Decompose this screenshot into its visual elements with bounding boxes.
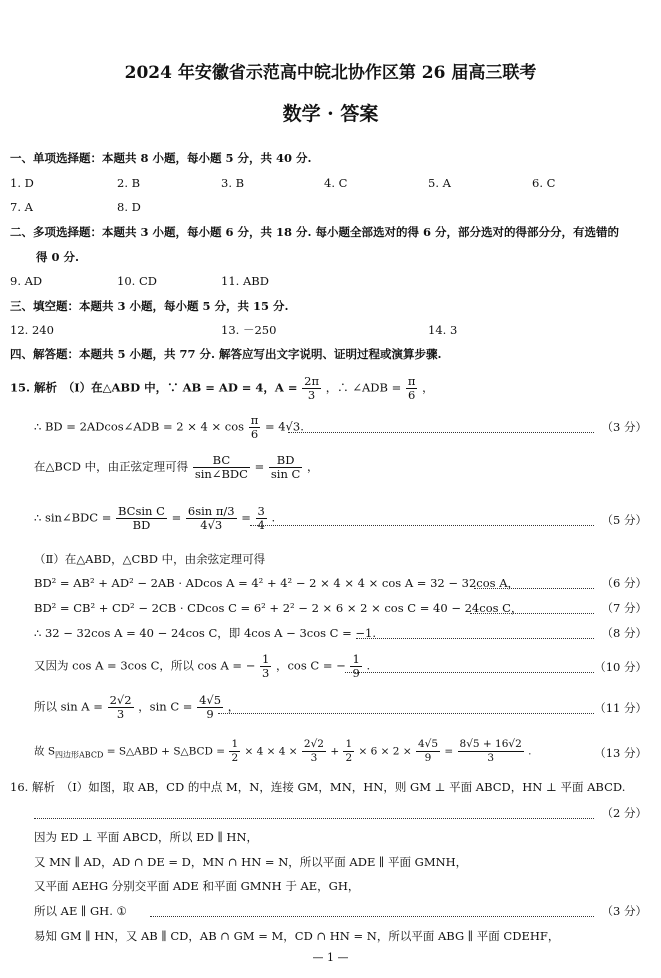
q15-line4: ∴ sin∠BDC = $\frac{\text{BCsin C}}{BD}$ = $\frac{\text{6sin π/3}}{4√3}$ = $\frac{3}{4}$ . [34, 504, 276, 532]
leader-dots [34, 818, 594, 819]
section1-heading: 一、单项选择题：本题共 8 小题，每小题 5 分，共 40 分. [10, 151, 312, 165]
fraction: $\frac{2√2}{3}$ [303, 738, 324, 764]
leader-dots [288, 432, 594, 433]
answer-11: 11. ABD [221, 274, 269, 288]
answer-7: 7. A [10, 200, 33, 214]
section2-heading: 二、多项选择题：本题共 3 小题，每小题 6 分，共 18 分. 每小题全部选对的得 6 分，部分选对的得部分分，有选错的 [10, 225, 620, 239]
score-label: （6 分） [601, 576, 647, 590]
section4-heading: 四、解答题：本题共 5 小题，共 77 分. 解答应写出文字说明、证明过程或演算步骤. [10, 347, 442, 361]
score-label: （7 分） [601, 601, 647, 615]
q15-line9: 又因为 cos A = 3cos C，所以 cos A = − $\frac{1}{3}$ ，cos C = − $\frac{1}{9}$ . [34, 652, 371, 680]
fraction: $\frac{1}{9}$ [352, 652, 360, 680]
q15-line8: ∴ 32 − 32cos A = 40 − 24cos C，即 4cos A − 3cos C = −1. [34, 626, 377, 640]
fraction: $\frac{2\pi}{3}$ [304, 374, 320, 402]
q15-line10: 所以 sin A = $\frac{2√2}{3}$ ，sin C = $\frac{4√5}{9}$ ， [34, 693, 240, 721]
fraction: $\frac{1}{3}$ [262, 652, 270, 680]
section3-heading: 三、填空题：本题共 3 小题，每小题 5 分，共 15 分. [10, 299, 289, 313]
q15-line2: ∴ BD = 2ADcos∠ADB = 2 × 4 × cos $\frac{\pi}{6}$ = 4√3. [34, 413, 304, 441]
q15-line7: BD² = CB² + CD² − 2CB · CDcos C = 6² + 2² − 2 × 6 × 2 × cos C = 40 − 24cos C， [34, 601, 523, 615]
fraction: $\frac{1}{2}$ [345, 738, 353, 764]
fraction: $\frac{8√5 + 16√2}{3}$ [459, 738, 522, 764]
q16-line6: 易知 GM ∥ HN，又 AB ∥ CD，AB ∩ GM = M，CD ∩ HN = N，所以平面 ABG ∥ 平面 CDEHF， [34, 929, 560, 943]
fraction: $\frac{\text{BCsin C}}{BD}$ [118, 504, 165, 532]
q15-line3: 在△BCD 中，由正弦定理可得 BC sin∠BDC = $\frac{BD}{\text{sin C}}$ ， [34, 453, 319, 481]
answer-2: 2. B [117, 176, 141, 190]
leader-dots [474, 588, 594, 589]
answer-5: 5. A [428, 176, 451, 190]
q16-line1: 16. 解析 （Ⅰ）如图，取 AB，CD 的中点 M，N，连接 GM，MN，HN，则 GM ⊥ 平面 ABCD，HN ⊥ 平面 ABCD. [10, 780, 626, 794]
score-label: （10 分） [594, 660, 647, 674]
leader-dots [345, 672, 594, 673]
page-number: — 1 — [312, 951, 349, 964]
leader-dots [356, 638, 594, 639]
fraction: $\frac{\pi}{6}$ [250, 413, 259, 441]
document-title: 2024 年安徽省示范高中皖北协作区第 26 届高三联考 [124, 63, 537, 83]
document-subtitle: 数学 · 答案 [282, 103, 379, 125]
score-label: （3 分） [601, 420, 647, 434]
q16-line4: 又平面 AEHG 分别交平面 ADE 和平面 GMNH 于 AE，GH， [34, 879, 360, 893]
q15-line6: BD² = AB² + AD² − 2AB · ADcos A = 4² + 4² − 2 × 4 × 4 × cos A = 32 − 32cos A， [34, 576, 520, 590]
score-label: （2 分） [601, 806, 647, 820]
answer-4: 4. C [324, 176, 348, 190]
fraction: $\frac{4√5}{9}$ [199, 693, 222, 721]
fraction: $\frac{\text{6sin π/3}}{4√3}$ [187, 504, 235, 532]
fraction: $\frac{3}{4}$ [257, 504, 265, 532]
fraction: $\frac{2√2}{3}$ [109, 693, 132, 721]
score-label: （3 分） [601, 904, 647, 918]
fraction: $\frac{4√5}{9}$ [417, 738, 439, 764]
leader-dots [250, 525, 594, 526]
answer-1: 1. D [10, 176, 34, 190]
answer-3: 3. B [221, 176, 245, 190]
leader-dots [218, 713, 594, 714]
score-label: （13 分） [594, 746, 647, 760]
q15-line1: 15. 解析 （Ⅰ）在△ABD 中，∵ AB = AD = 4，A = $\frac{2\pi}{3}$ ，∴ ∠ADB = $\frac{\pi}{6}$ ， [10, 374, 434, 402]
leader-dots [150, 916, 594, 917]
answer-8: 8. D [117, 200, 141, 214]
score-label: （11 分） [594, 701, 647, 715]
q16-line2: 因为 ED ⊥ 平面 ABCD，所以 ED ∥ HN， [34, 830, 259, 844]
score-label: （8 分） [601, 626, 647, 640]
answer-10: 10. CD [117, 274, 157, 288]
answer-13: 13. －250 [221, 323, 277, 337]
answer-6: 6. C [532, 176, 556, 190]
fraction: $\frac{\pi}{6}$ [407, 374, 416, 402]
answer-12: 12. 240 [10, 323, 54, 337]
q15-line11: 故 $S_{四边形ABCD}$ = S△ABD + S△BCD = $\frac{1}{2}$ × 4 × 4 × $\frac{2√2}{3}$ + $\frac{1}{2}$ × 6 × 2 × $\frac{4√5}{9}$ = $\frac{8√5 + 16√2}{3}$ . [34, 738, 532, 764]
q15-line5: （Ⅱ）在△ABD，△CBD 中，由余弦定理可得 [34, 552, 266, 566]
q16-line5: 所以 AE ∥ GH. ① [34, 904, 127, 918]
fraction: $\frac{BD}{\text{sin C}}$ [270, 453, 301, 481]
answer-14: 14. 3 [428, 323, 458, 337]
answer-9: 9. AD [10, 274, 43, 288]
fraction: BC sin∠BDC [194, 453, 248, 481]
score-label: （5 分） [601, 513, 647, 527]
leader-dots [470, 613, 594, 614]
section2-heading-cont: 得 0 分. [36, 250, 80, 264]
q16-line3: 又 MN ∥ AD，AD ∩ DE = D，MN ∩ HN = N，所以平面 ADE ∥ 平面 GMNH， [34, 855, 468, 869]
fraction: $\frac{1}{2}$ [231, 738, 239, 764]
